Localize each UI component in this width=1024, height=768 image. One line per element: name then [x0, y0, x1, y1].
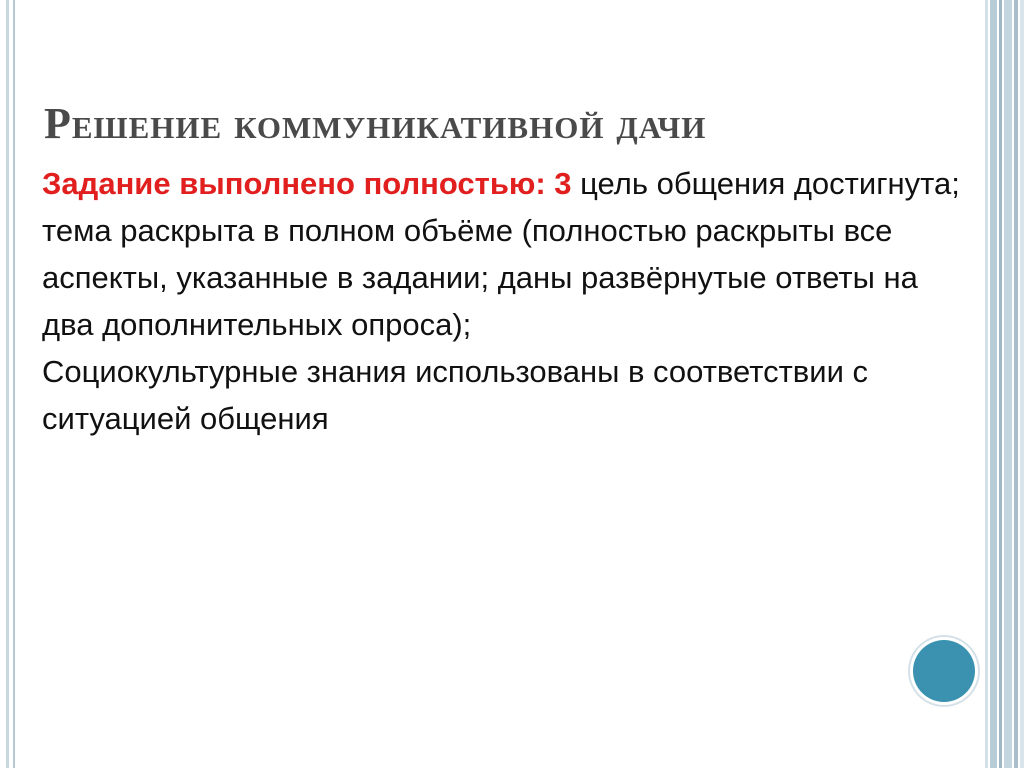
right-stripe: [1020, 0, 1024, 768]
right-stripe: [1004, 0, 1012, 768]
score-highlight: Задание выполнено полностью: 3: [42, 166, 572, 201]
slide-title: Решение коммуникативной дачи: [44, 99, 707, 148]
slide-body: [42, 160, 962, 442]
body-text-continued: Социокультурные знания использованы в соответствии с ситуацией общения: [42, 354, 868, 436]
circle-button-icon[interactable]: [913, 640, 975, 702]
right-stripe: [1014, 0, 1018, 768]
right-stripe: [999, 0, 1002, 768]
right-stripe: [990, 0, 997, 768]
right-stripe: [985, 0, 988, 768]
left-border-line: [6, 0, 9, 768]
left-border-line-inner: [13, 0, 15, 768]
body-text: цель общения достигнута; тема раскрыта в полном объёме (полностью раскрыты все аспекты, указанные в задании; даны развёрнутые ответы на два дополнительных опроса);: [42, 166, 960, 342]
